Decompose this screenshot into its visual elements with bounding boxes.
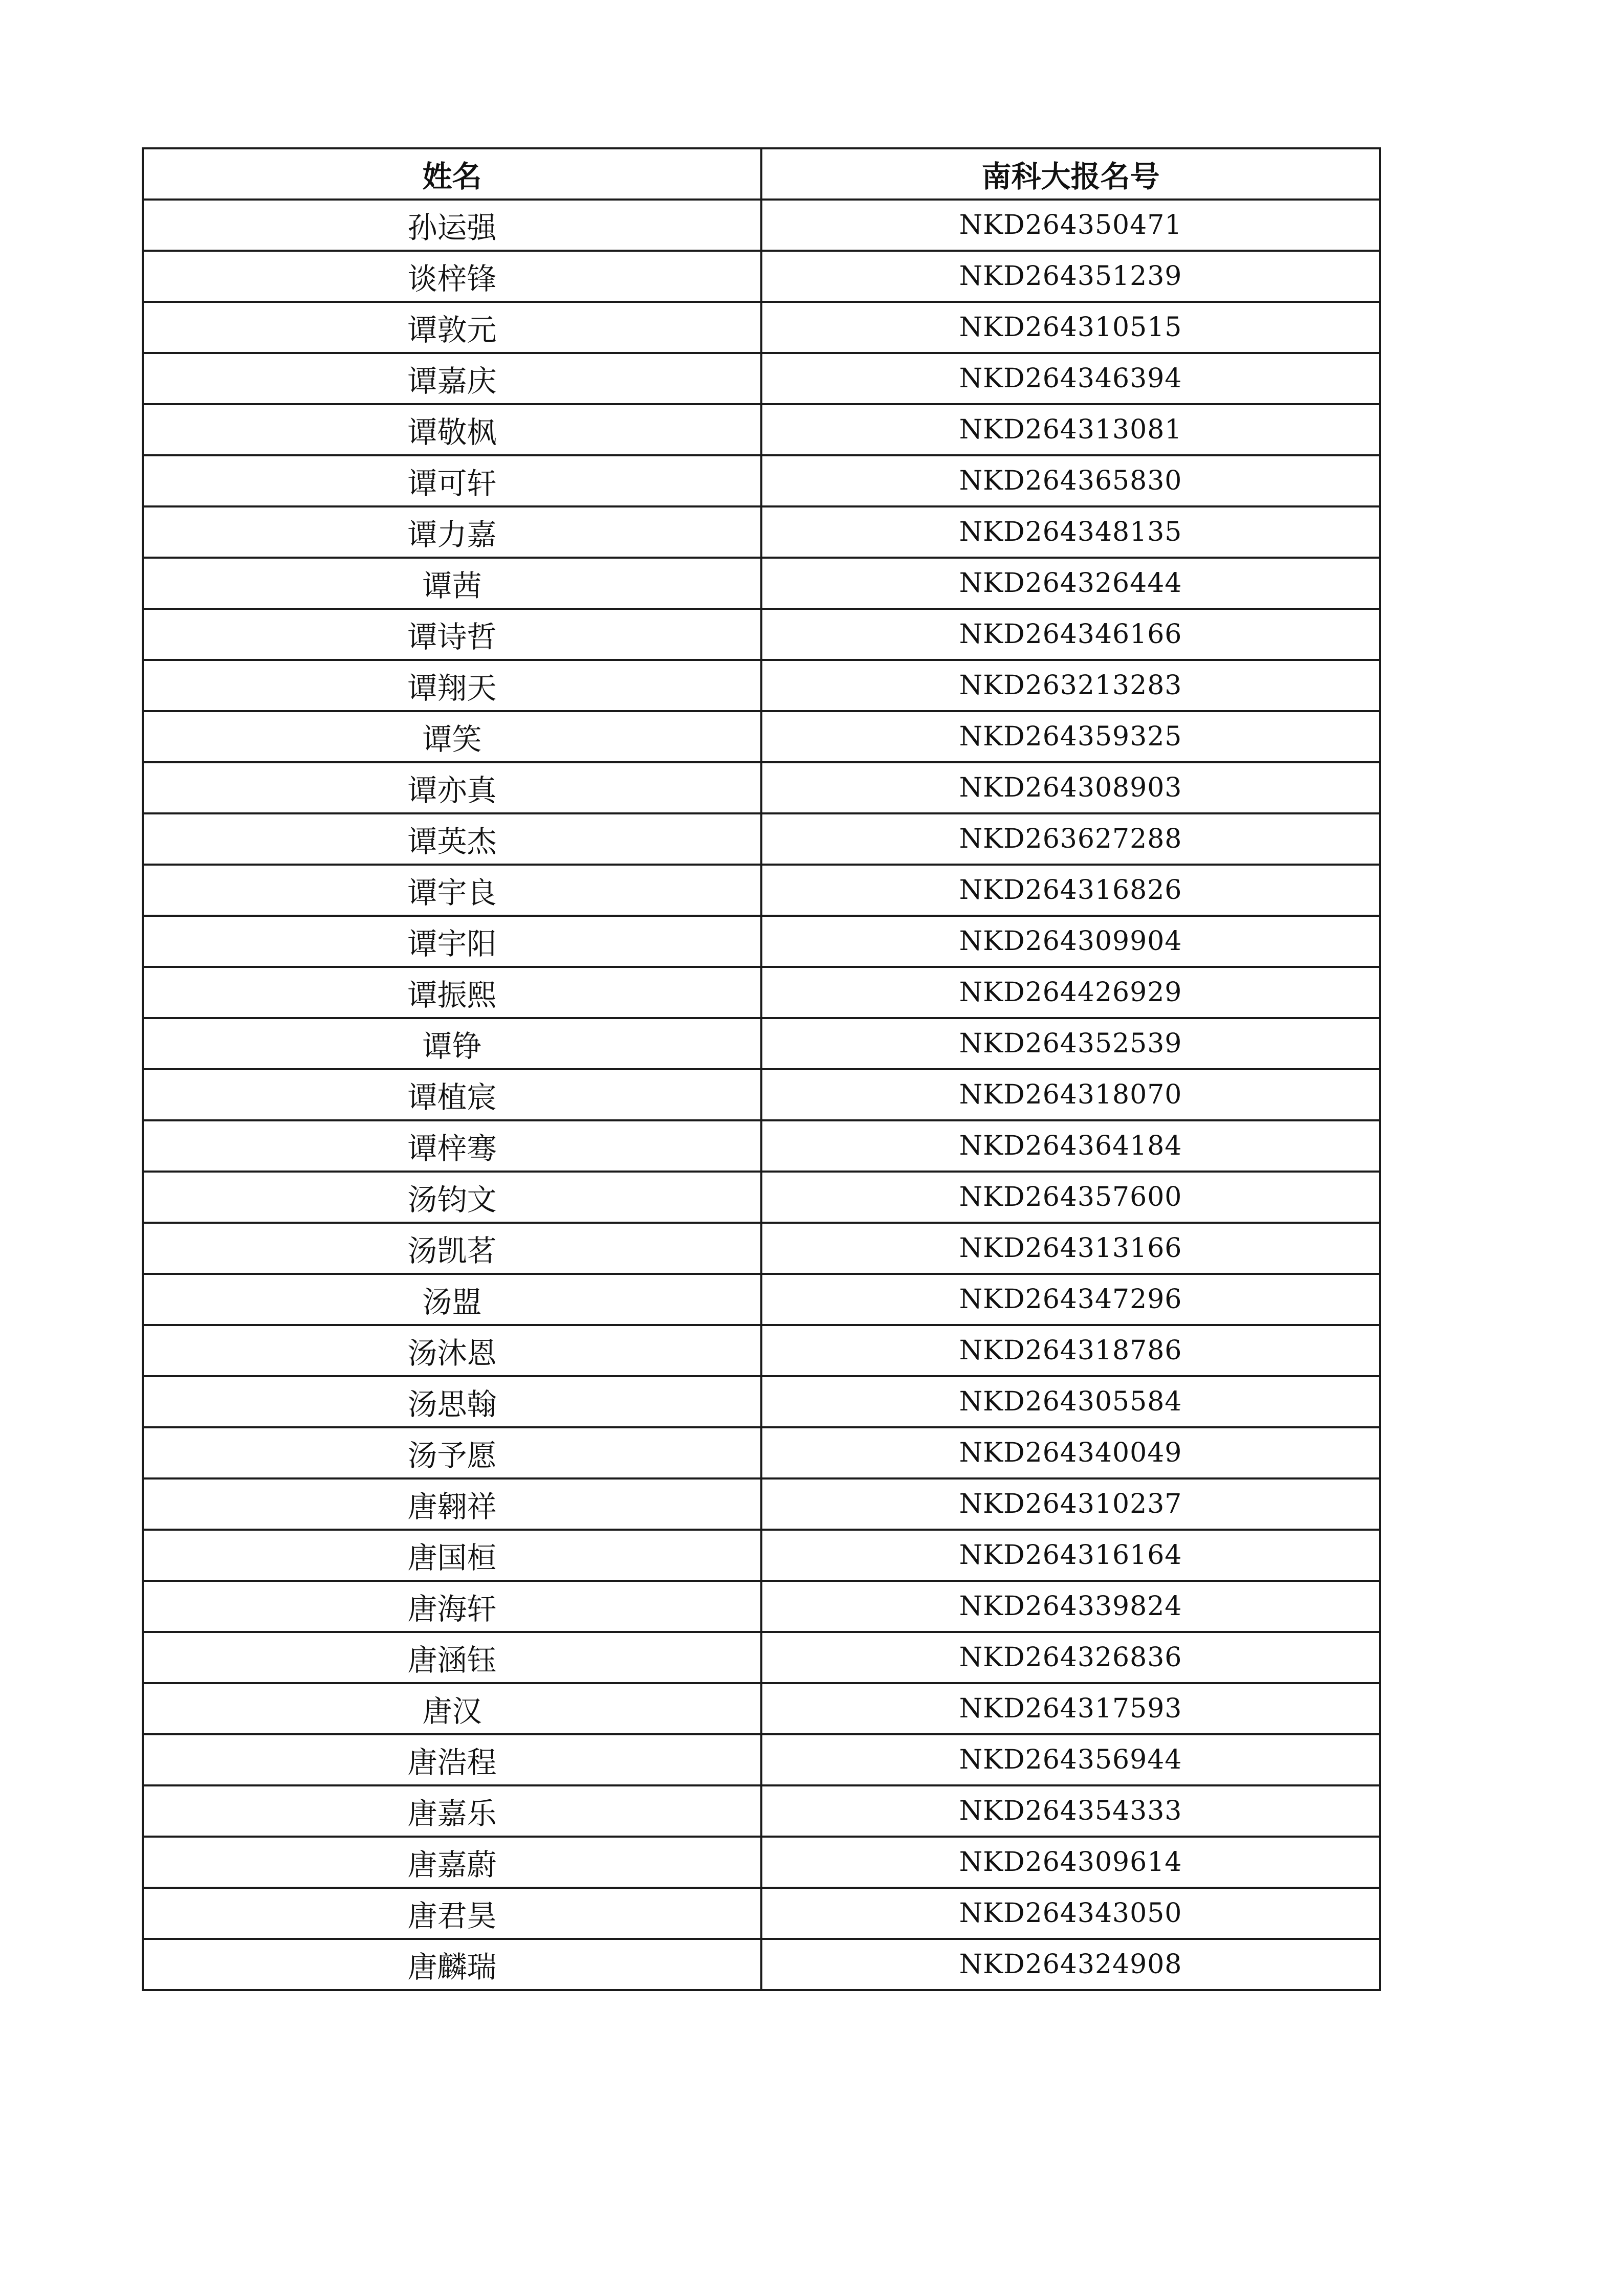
table-row bbox=[143, 660, 1380, 711]
student-name-cell: 谭敦元 bbox=[143, 302, 761, 353]
table-row bbox=[143, 1172, 1380, 1223]
table-row bbox=[143, 711, 1380, 762]
table-row bbox=[143, 302, 1380, 353]
registration-number-cell: NKD264309904 bbox=[761, 916, 1380, 967]
table-row bbox=[143, 1069, 1380, 1120]
registration-number-cell: NKD264346166 bbox=[761, 609, 1380, 660]
registration-number-cell: NKD264354333 bbox=[761, 1785, 1380, 1837]
registration-number-cell: NKD264357600 bbox=[761, 1172, 1380, 1223]
table-row bbox=[143, 1223, 1380, 1274]
table-row bbox=[143, 1018, 1380, 1069]
student-name-cell: 唐嘉乐 bbox=[143, 1785, 761, 1837]
table-body bbox=[143, 200, 1380, 1990]
student-name-cell: 谭宇阳 bbox=[143, 916, 761, 967]
table-row bbox=[143, 1683, 1380, 1734]
table-row bbox=[143, 1581, 1380, 1632]
table-row bbox=[143, 1888, 1380, 1939]
registration-number-cell: NKD264343050 bbox=[761, 1888, 1380, 1939]
student-name-cell: 谭嘉庆 bbox=[143, 353, 761, 404]
registration-number-cell: NKD264310237 bbox=[761, 1478, 1380, 1530]
registration-number-cell: NKD264318786 bbox=[761, 1325, 1380, 1376]
roster-table bbox=[142, 147, 1381, 1991]
student-name-cell: 汤予愿 bbox=[143, 1427, 761, 1478]
table-row bbox=[143, 1478, 1380, 1530]
table-row bbox=[143, 609, 1380, 660]
student-name-cell: 谭翔天 bbox=[143, 660, 761, 711]
student-name-cell: 谭亦真 bbox=[143, 762, 761, 813]
registration-number-cell: NKD264324908 bbox=[761, 1939, 1380, 1990]
student-name-cell: 唐海轩 bbox=[143, 1581, 761, 1632]
column-header-registration-number: 南科大报名号 bbox=[761, 148, 1380, 200]
registration-number-cell: NKD264309614 bbox=[761, 1837, 1380, 1888]
table-row bbox=[143, 506, 1380, 558]
registration-number-cell: NKD264365830 bbox=[761, 455, 1380, 506]
student-name-cell: 汤沐恩 bbox=[143, 1325, 761, 1376]
table-row bbox=[143, 1376, 1380, 1427]
student-name-cell: 唐浩程 bbox=[143, 1734, 761, 1785]
student-name-cell: 孙运强 bbox=[143, 200, 761, 251]
student-name-cell: 汤钧文 bbox=[143, 1172, 761, 1223]
table-row bbox=[143, 1530, 1380, 1581]
registration-number-cell: NKD264347296 bbox=[761, 1274, 1380, 1325]
registration-number-cell: NKD264317593 bbox=[761, 1683, 1380, 1734]
column-header-name: 姓名 bbox=[143, 148, 761, 200]
student-name-cell: 谭宇良 bbox=[143, 865, 761, 916]
registration-number-cell: NKD264305584 bbox=[761, 1376, 1380, 1427]
student-name-cell: 谈梓锋 bbox=[143, 251, 761, 302]
student-name-cell: 谭敬枫 bbox=[143, 404, 761, 455]
student-name-cell: 谭茜 bbox=[143, 558, 761, 609]
table-row bbox=[143, 1325, 1380, 1376]
student-name-cell: 谭植宸 bbox=[143, 1069, 761, 1120]
student-name-cell: 汤思翰 bbox=[143, 1376, 761, 1427]
student-name-cell: 谭诗哲 bbox=[143, 609, 761, 660]
registration-number-cell: NKD264326444 bbox=[761, 558, 1380, 609]
student-name-cell: 唐汉 bbox=[143, 1683, 761, 1734]
registration-number-cell: NKD264308903 bbox=[761, 762, 1380, 813]
student-name-cell: 唐翱祥 bbox=[143, 1478, 761, 1530]
table-row bbox=[143, 1837, 1380, 1888]
table-row bbox=[143, 353, 1380, 404]
student-name-cell: 谭笑 bbox=[143, 711, 761, 762]
registration-number-cell: NKD264316164 bbox=[761, 1530, 1380, 1581]
table-row bbox=[143, 1734, 1380, 1785]
student-name-cell: 汤凯茗 bbox=[143, 1223, 761, 1274]
student-name-cell: 谭英杰 bbox=[143, 813, 761, 865]
registration-number-cell: NKD264426929 bbox=[761, 967, 1380, 1018]
registration-number-cell: NKD264318070 bbox=[761, 1069, 1380, 1120]
registration-number-cell: NKD263213283 bbox=[761, 660, 1380, 711]
table-header bbox=[143, 148, 1380, 200]
registration-number-cell: NKD264364184 bbox=[761, 1120, 1380, 1172]
registration-number-cell: NKD264346394 bbox=[761, 353, 1380, 404]
student-name-cell: 唐嘉蔚 bbox=[143, 1837, 761, 1888]
table-row bbox=[143, 1427, 1380, 1478]
student-name-cell: 汤盟 bbox=[143, 1274, 761, 1325]
header-row bbox=[143, 148, 1380, 200]
registration-number-cell: NKD264350471 bbox=[761, 200, 1380, 251]
table-row bbox=[143, 1939, 1380, 1990]
table-row bbox=[143, 916, 1380, 967]
registration-number-cell: NKD264351239 bbox=[761, 251, 1380, 302]
table-row bbox=[143, 558, 1380, 609]
student-name-cell: 唐国桓 bbox=[143, 1530, 761, 1581]
registration-number-cell: NKD264359325 bbox=[761, 711, 1380, 762]
registration-number-cell: NKD264339824 bbox=[761, 1581, 1380, 1632]
student-name-cell: 唐涵钰 bbox=[143, 1632, 761, 1683]
table-row bbox=[143, 1632, 1380, 1683]
table-row bbox=[143, 200, 1380, 251]
table-row bbox=[143, 762, 1380, 813]
student-name-cell: 谭梓骞 bbox=[143, 1120, 761, 1172]
table-row bbox=[143, 455, 1380, 506]
table-row bbox=[143, 967, 1380, 1018]
table-row bbox=[143, 813, 1380, 865]
student-name-cell: 谭可轩 bbox=[143, 455, 761, 506]
table-row bbox=[143, 1120, 1380, 1172]
registration-number-cell: NKD264313166 bbox=[761, 1223, 1380, 1274]
registration-number-cell: NKD264340049 bbox=[761, 1427, 1380, 1478]
table-row bbox=[143, 1274, 1380, 1325]
table-row bbox=[143, 1785, 1380, 1837]
table-row bbox=[143, 251, 1380, 302]
student-name-cell: 谭振熙 bbox=[143, 967, 761, 1018]
student-name-cell: 唐君昊 bbox=[143, 1888, 761, 1939]
registration-number-cell: NKD264356944 bbox=[761, 1734, 1380, 1785]
student-name-cell: 谭力嘉 bbox=[143, 506, 761, 558]
registration-number-cell: NKD264352539 bbox=[761, 1018, 1380, 1069]
registration-number-cell: NKD264316826 bbox=[761, 865, 1380, 916]
registration-number-cell: NKD264348135 bbox=[761, 506, 1380, 558]
registration-number-cell: NKD264326836 bbox=[761, 1632, 1380, 1683]
registration-number-cell: NKD263627288 bbox=[761, 813, 1380, 865]
student-name-cell: 谭铮 bbox=[143, 1018, 761, 1069]
table-row bbox=[143, 404, 1380, 455]
registration-number-cell: NKD264313081 bbox=[761, 404, 1380, 455]
student-name-cell: 唐麟瑞 bbox=[143, 1939, 761, 1990]
table-row bbox=[143, 865, 1380, 916]
registration-number-cell: NKD264310515 bbox=[761, 302, 1380, 353]
